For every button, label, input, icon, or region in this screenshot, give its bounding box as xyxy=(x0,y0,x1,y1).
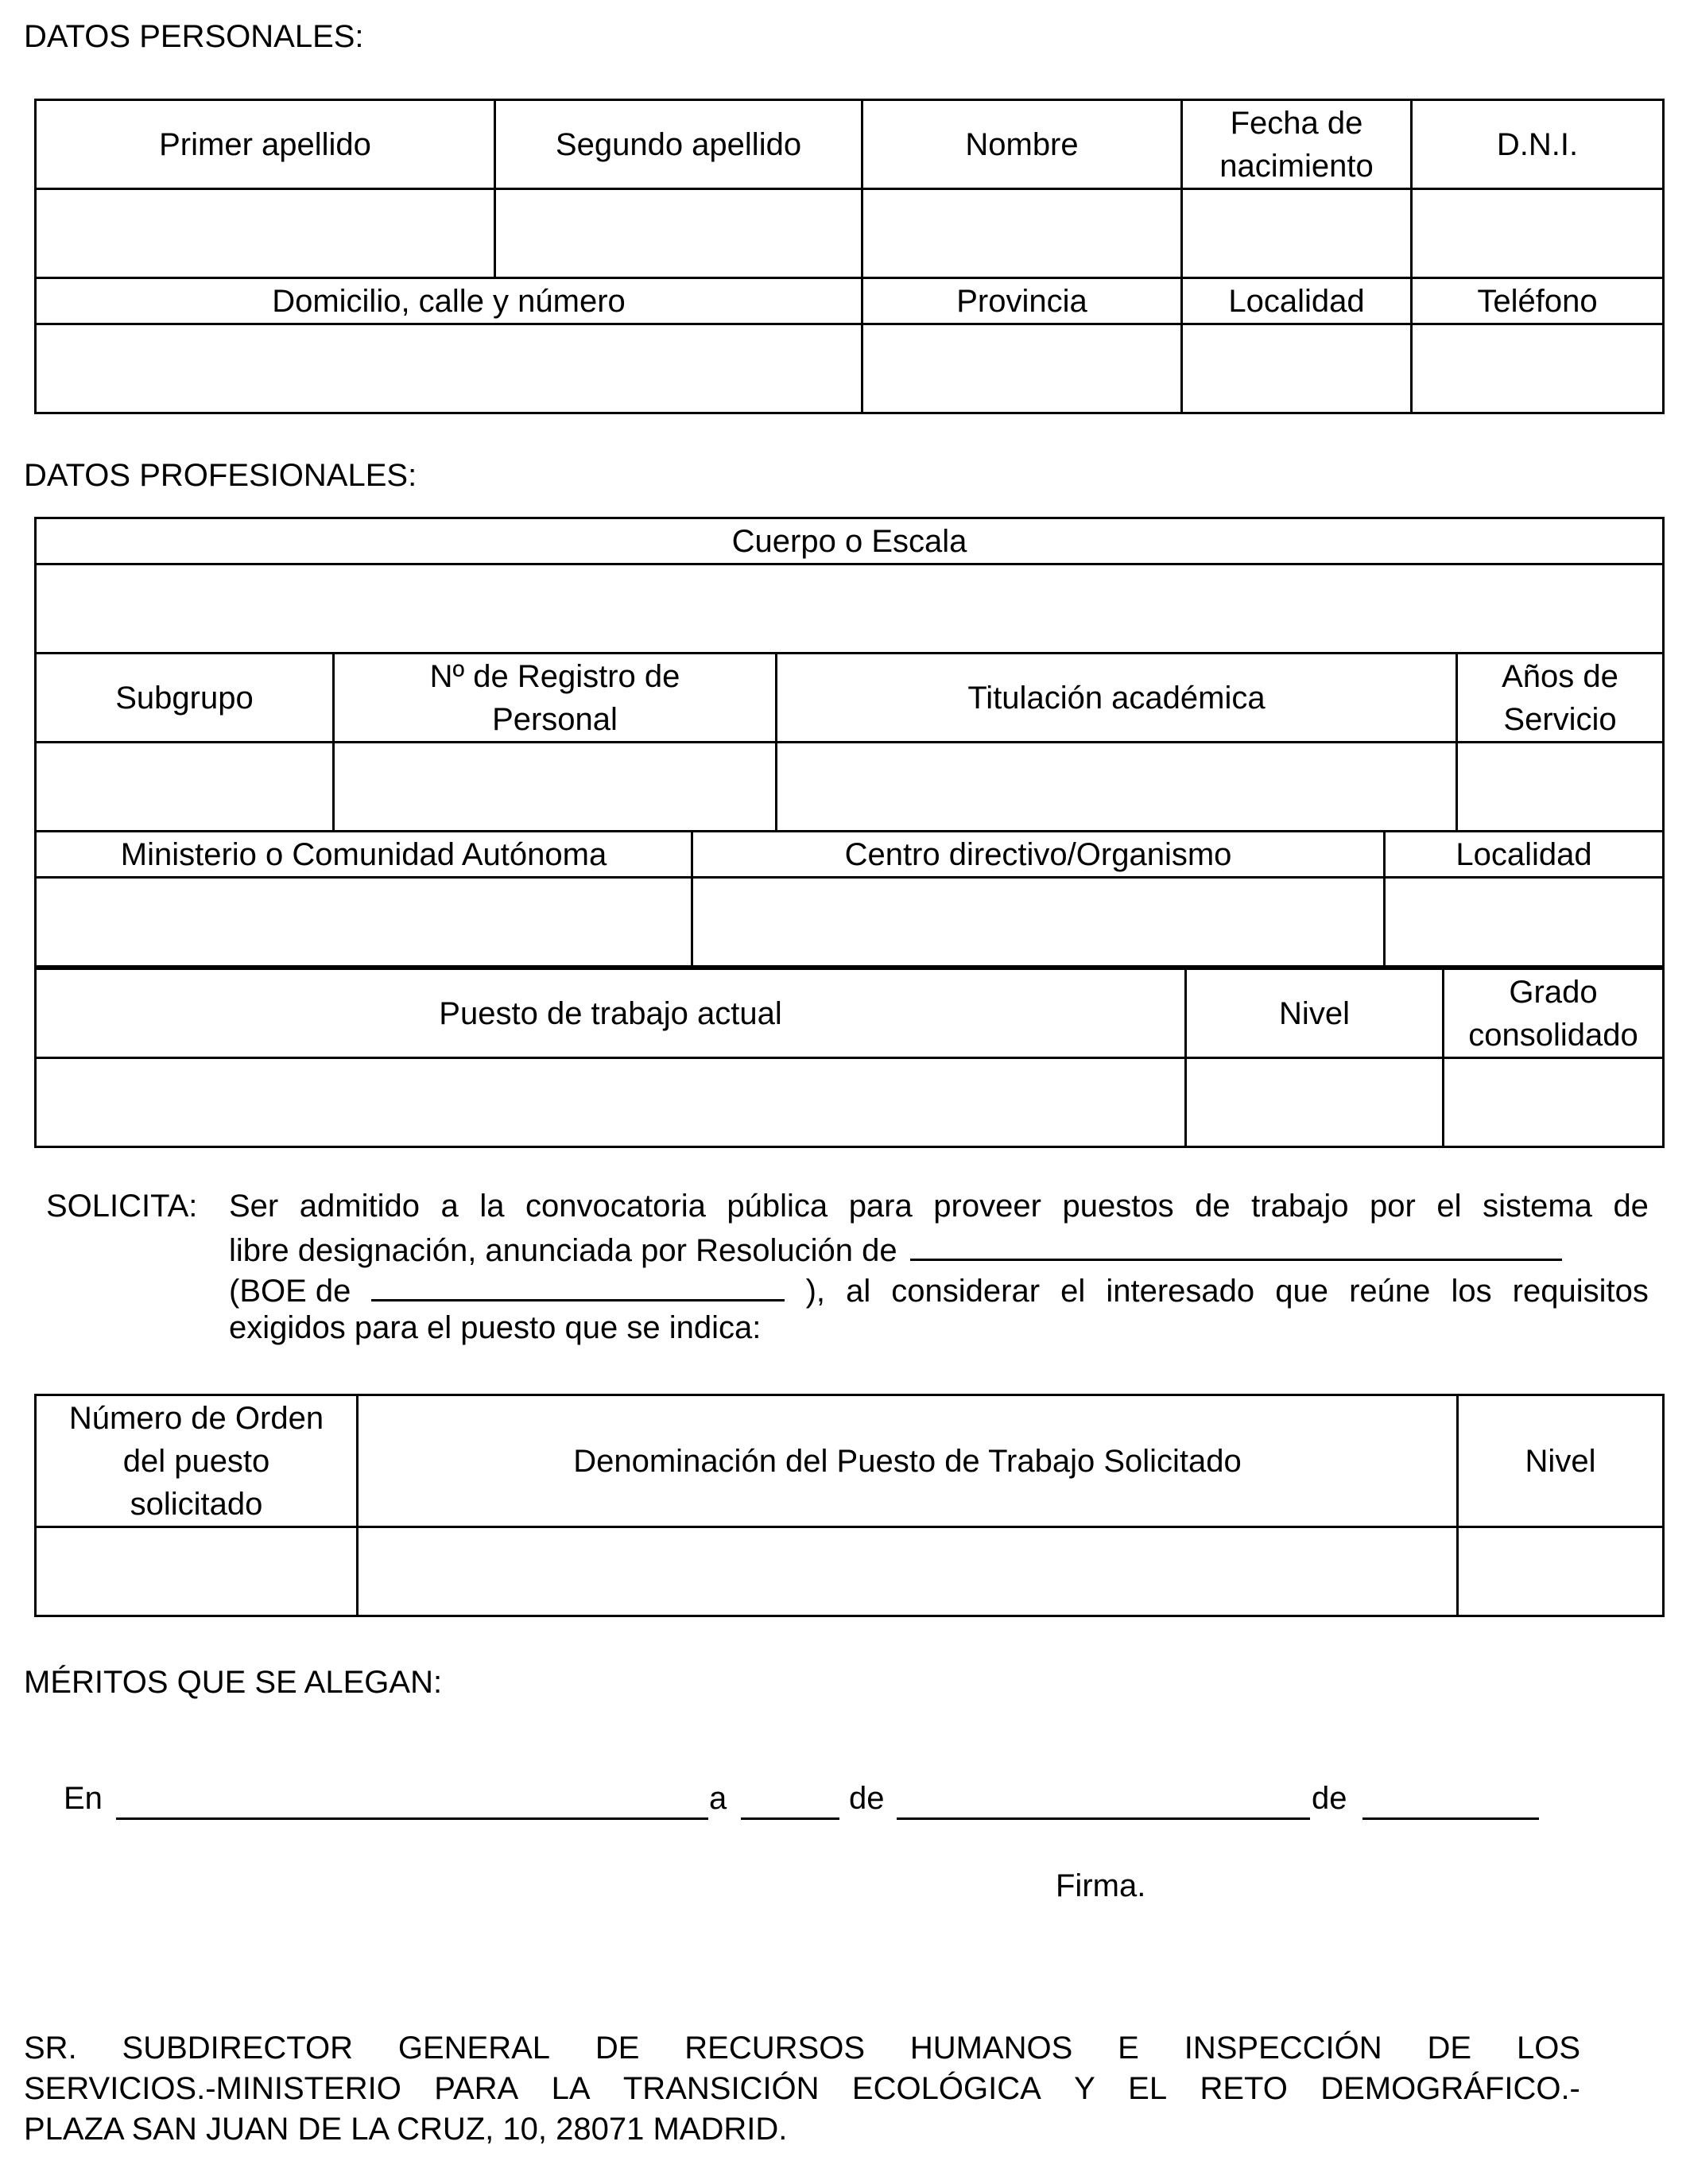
requested-header-row xyxy=(36,1395,1664,1527)
solicita-exigidos-text: exigidos para el puesto que se indica: xyxy=(229,1310,762,1345)
col-grado-consolidado xyxy=(1444,969,1664,1058)
de-label-2: de xyxy=(1312,1781,1347,1816)
col-grado-line1: Grado xyxy=(1509,974,1598,1010)
addressee-word: LOS xyxy=(1516,2031,1580,2066)
telefono-field[interactable] xyxy=(1412,324,1664,413)
col-orden-line2: del puesto xyxy=(122,1443,270,1479)
ministerio-field[interactable] xyxy=(36,878,692,967)
personal-input-row-1 xyxy=(36,189,1664,278)
solicita-word: sistema xyxy=(1483,1189,1592,1224)
solicita-line-2 xyxy=(229,1227,1649,1267)
solicita-word: que xyxy=(1275,1274,1328,1309)
solicita-word: al xyxy=(846,1274,871,1309)
solicita-line-4 xyxy=(229,1308,1649,1348)
solicita-word: proveer xyxy=(933,1189,1041,1224)
personal-data-heading: DATOS PERSONALES: xyxy=(24,19,364,54)
registro-personal-field[interactable] xyxy=(334,743,777,832)
solicita-label: SOLICITA: xyxy=(46,1189,198,1224)
addressee-line-2 xyxy=(24,2069,1580,2109)
addressee-word: GENERAL xyxy=(397,2031,550,2066)
solicita-line-3 xyxy=(229,1267,1649,1308)
solicita-line-1 xyxy=(229,1186,1649,1227)
solicita-resolucion-text: libre designación, anunciada por Resolución de xyxy=(229,1233,897,1268)
puesto-header-row xyxy=(36,969,1664,1058)
titulacion-field[interactable] xyxy=(777,743,1457,832)
solicita-word: de xyxy=(1613,1189,1649,1224)
col-orden-line1: Número de Orden xyxy=(68,1400,324,1436)
dni-field[interactable] xyxy=(1412,189,1664,278)
solicita-word: requisitos xyxy=(1512,1274,1649,1309)
addressee-word: EL xyxy=(1128,2071,1168,2106)
addressee-word: RETO xyxy=(1200,2071,1288,2106)
col-nivel-solicitado: Nivel xyxy=(1458,1395,1664,1527)
col-puesto-actual: Puesto de trabajo actual xyxy=(36,969,1186,1058)
numero-orden-field[interactable] xyxy=(36,1527,358,1616)
subgrupo-input-row xyxy=(36,743,1664,832)
solicita-word: la xyxy=(479,1189,505,1224)
col-registro-personal xyxy=(334,654,777,743)
solicita-word: Ser xyxy=(229,1189,279,1224)
a-label: a xyxy=(709,1781,727,1816)
nivel-actual-field[interactable] xyxy=(1186,1058,1444,1147)
solicita-text xyxy=(229,1186,1649,1348)
personal-input-row-2 xyxy=(36,324,1664,413)
grado-consolidado-field[interactable] xyxy=(1444,1058,1664,1147)
professional-data-table-1 xyxy=(34,517,1665,832)
addressee-word: SERVICIOS.-MINISTERIO xyxy=(24,2071,401,2106)
nombre-field[interactable] xyxy=(862,189,1182,278)
solicita-word: admitido xyxy=(299,1189,420,1224)
addressee-word: TRANSICIÓN xyxy=(622,2071,820,2106)
professional-data-table-2 xyxy=(34,830,1665,968)
col-numero-orden xyxy=(36,1395,358,1527)
addressee-word: INSPECCIÓN xyxy=(1184,2031,1382,2066)
col-ministerio: Ministerio o Comunidad Autónoma xyxy=(36,832,692,878)
col-fecha-nacimiento xyxy=(1182,100,1412,189)
solicita-word: trabajo xyxy=(1251,1189,1349,1224)
month-blank-field[interactable] xyxy=(897,1786,1310,1820)
boe-date-blank-field[interactable] xyxy=(371,1267,785,1301)
nivel-solicitado-field[interactable] xyxy=(1458,1527,1664,1616)
subgrupo-header-row xyxy=(36,654,1664,743)
addressee-word: DEMOGRÁFICO.- xyxy=(1320,2071,1580,2106)
solicita-word: el xyxy=(1436,1189,1462,1224)
addressee-word: PARA xyxy=(434,2071,519,2106)
solicita-word: puestos xyxy=(1062,1189,1174,1224)
requested-input-row xyxy=(36,1527,1664,1616)
solicita-word: ), xyxy=(805,1274,825,1309)
personal-data-table xyxy=(34,99,1665,414)
col-anos-line2: Servicio xyxy=(1503,701,1617,737)
solicita-word: de xyxy=(1195,1189,1231,1224)
col-provincia: Provincia xyxy=(862,278,1182,324)
addressee-word: DE xyxy=(595,2031,640,2066)
year-blank-field[interactable] xyxy=(1362,1786,1539,1820)
ministerio-input-row xyxy=(36,878,1664,967)
col-cuerpo-escala: Cuerpo o Escala xyxy=(36,518,1664,564)
col-registro-line2: Personal xyxy=(492,701,618,737)
subgrupo-field[interactable] xyxy=(36,743,334,832)
addressee-word: Y xyxy=(1074,2071,1095,2106)
requested-post-table xyxy=(34,1394,1665,1617)
denominacion-puesto-field[interactable] xyxy=(358,1527,1458,1616)
primer-apellido-field[interactable] xyxy=(36,189,495,278)
personal-header-row xyxy=(36,100,1664,189)
col-nivel-actual: Nivel xyxy=(1186,969,1444,1058)
col-telefono: Teléfono xyxy=(1412,278,1664,324)
firma-label: Firma. xyxy=(1056,1868,1146,1903)
col-primer-apellido: Primer apellido xyxy=(36,100,495,189)
localidad-field[interactable] xyxy=(1182,324,1412,413)
col-subgrupo: Subgrupo xyxy=(36,654,334,743)
solicita-word: convocatoria xyxy=(525,1189,706,1224)
solicita-word: para xyxy=(848,1189,913,1224)
domicilio-field[interactable] xyxy=(36,324,862,413)
personal-header-row-2 xyxy=(36,278,1664,324)
col-anos-servicio xyxy=(1457,654,1664,743)
solicita-boe-prefix: (BOE de xyxy=(229,1274,351,1309)
col-centro-directivo: Centro directivo/Organismo xyxy=(692,832,1385,878)
col-registro-line1: Nº de Registro de xyxy=(429,658,680,694)
col-fecha-line2: nacimiento xyxy=(1219,148,1374,184)
puesto-input-row xyxy=(36,1058,1664,1147)
addressee-word: SUBDIRECTOR xyxy=(122,2031,353,2066)
col-grado-line2: consolidado xyxy=(1468,1017,1638,1053)
col-titulacion: Titulación académica xyxy=(777,654,1457,743)
solicita-word: considerar xyxy=(891,1274,1041,1309)
resolucion-blank-field[interactable] xyxy=(910,1227,1562,1261)
professional-data-heading: DATOS PROFESIONALES: xyxy=(24,458,417,493)
col-orden-line3: solicitado xyxy=(130,1486,263,1522)
col-denominacion-puesto: Denominación del Puesto de Trabajo Solicitado xyxy=(358,1395,1458,1527)
addressee-word: HUMANOS xyxy=(909,2031,1073,2066)
puesto-actual-field[interactable] xyxy=(36,1058,1186,1147)
col-localidad: Localidad xyxy=(1182,278,1412,324)
cuerpo-header-row xyxy=(36,518,1664,564)
addressee-block xyxy=(24,2028,1580,2150)
addressee-word: RECURSOS xyxy=(684,2031,865,2066)
addressee-word: ECOLÓGICA xyxy=(851,2071,1041,2106)
solicita-word: a xyxy=(440,1189,459,1224)
solicita-word: pública xyxy=(727,1189,828,1224)
provincia-field[interactable] xyxy=(862,324,1182,413)
segundo-apellido-field[interactable] xyxy=(495,189,862,278)
solicita-word: los xyxy=(1451,1274,1492,1309)
localidad-prof-field[interactable] xyxy=(1385,878,1664,967)
addressee-word: SR. xyxy=(24,2031,77,2066)
solicita-word: reúne xyxy=(1349,1274,1431,1309)
solicita-word: por xyxy=(1370,1189,1416,1224)
addressee-word: DE xyxy=(1427,2031,1472,2066)
col-nombre: Nombre xyxy=(862,100,1182,189)
col-segundo-apellido: Segundo apellido xyxy=(495,100,862,189)
fecha-nacimiento-field[interactable] xyxy=(1182,189,1412,278)
col-localidad-prof: Localidad xyxy=(1385,832,1664,878)
de-label-1: de xyxy=(849,1781,885,1816)
addressee-line-3 xyxy=(24,2109,1580,2150)
professional-data-table-3 xyxy=(34,968,1665,1148)
anos-servicio-field[interactable] xyxy=(1457,743,1664,832)
col-domicilio: Domicilio, calle y número xyxy=(36,278,862,324)
solicita-word: interesado xyxy=(1106,1274,1255,1309)
cuerpo-input-row xyxy=(36,564,1664,654)
addressee-line-1 xyxy=(24,2028,1580,2069)
ministerio-header-row xyxy=(36,832,1664,878)
en-label: En xyxy=(64,1781,103,1816)
addressee-word: LA xyxy=(551,2071,591,2106)
meritos-heading: MÉRITOS QUE SE ALEGAN: xyxy=(24,1665,443,1700)
col-fecha-line1: Fecha de xyxy=(1230,105,1363,141)
col-dni: D.N.I. xyxy=(1412,100,1664,189)
solicita-word: el xyxy=(1060,1274,1086,1309)
cuerpo-escala-field[interactable] xyxy=(36,564,1664,654)
col-anos-line1: Años de xyxy=(1502,658,1618,694)
addressee-address: PLAZA SAN JUAN DE LA CRUZ, 10, 28071 MADRID. xyxy=(24,2112,788,2147)
place-blank-field[interactable] xyxy=(116,1786,708,1820)
addressee-word: E xyxy=(1118,2031,1139,2066)
day-blank-field[interactable] xyxy=(741,1786,839,1820)
centro-directivo-field[interactable] xyxy=(692,878,1385,967)
